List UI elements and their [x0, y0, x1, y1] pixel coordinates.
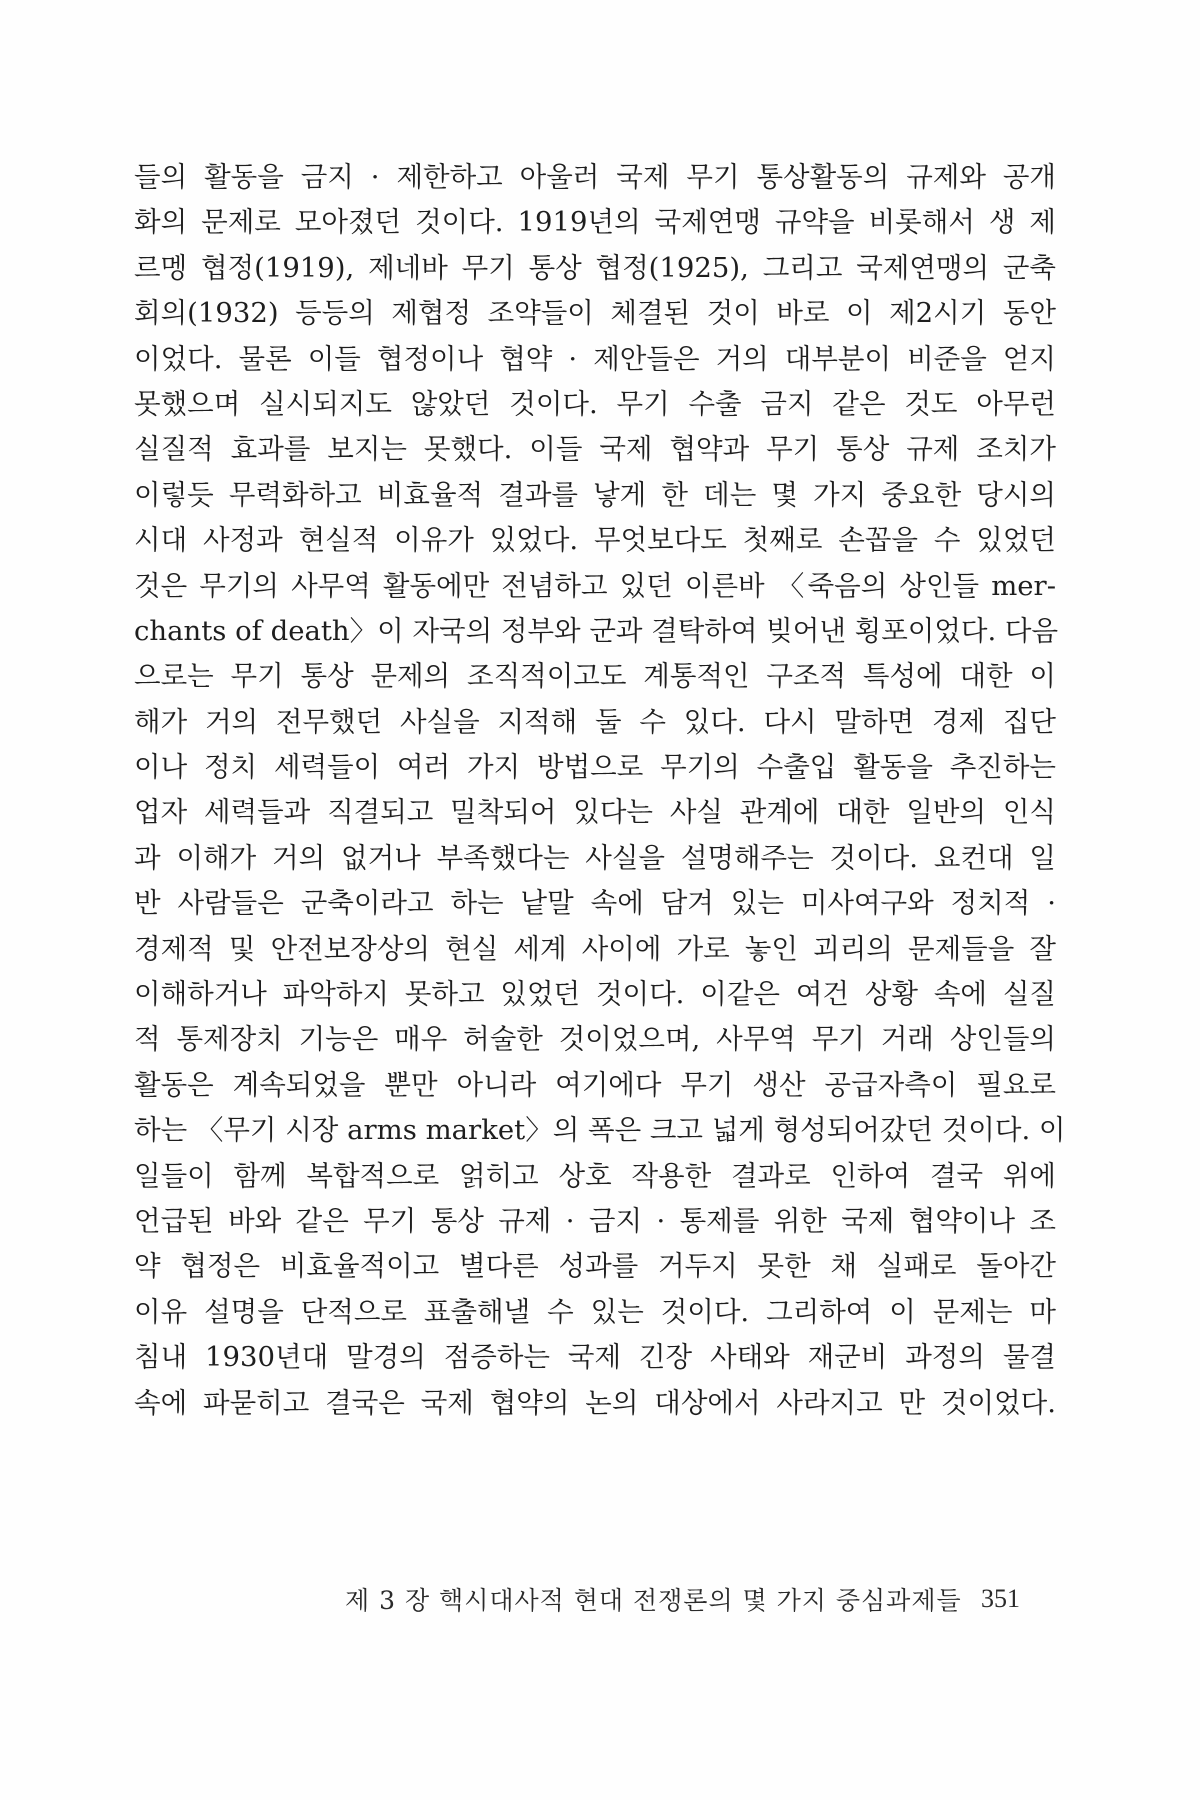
text-line: 이렇듯 무력화하고 비효율적 결과를 낳게 한 데는 몇 가지 중요한 당시의	[134, 478, 1056, 511]
text-line: 들의 활동을 금지 · 제한하고 아울러 국제 무기 통상활동의 규제와 공개	[134, 161, 1056, 193]
text-line: 이해하거나 파악하지 못하고 있었던 것이다. 이같은 여건 상황 속에 실질	[134, 978, 1056, 1011]
text-line: 반 사람들은 군축이라고 하는 낱말 속에 담겨 있는 미사여구와 정치적 ·	[134, 887, 1056, 920]
text-line: chants of death〉이 자국의 정부와 군과 결탁하여 빚어낸 횡포이었다. 다음	[134, 614, 1059, 647]
text-line: 못했으며 실시되지도 않았던 것이다. 무기 수출 금지 같은 것도 아무런	[134, 387, 1056, 420]
text-line: 이었다. 물론 이들 협정이나 협약 · 제안들은 거의 대부분이 비준을 얻지	[134, 342, 1056, 375]
text-line: 화의 문제로 모아졌던 것이다. 1919년의 국제연맹 규약을 비롯해서 생 제	[134, 206, 1056, 239]
text-line: 이나 정치 세력들이 여러 가지 방법으로 무기의 수출입 활동을 추진하는	[134, 751, 1056, 784]
page-footer	[345, 1579, 1020, 1619]
text-line: 으로는 무기 통상 문제의 조직적이고도 계통적인 구조적 특성에 대한 이	[134, 660, 1056, 693]
body-text	[134, 155, 1066, 1426]
text-line: 약 협정은 비효율적이고 별다른 성과를 거두지 못한 채 실패로 돌아간	[134, 1250, 1056, 1283]
text-line: 르멩 협정(1919), 제네바 무기 통상 협정(1925), 그리고 국제연맹의 군축	[134, 251, 1056, 284]
page-number: 351	[981, 1584, 1020, 1613]
text-line: 경제적 및 안전보장상의 현실 세계 사이에 가로 놓인 괴리의 문제들을 잘	[134, 932, 1056, 965]
text-line: 것은 무기의 사무역 활동에만 전념하고 있던 이른바 〈죽음의 상인들 mer-	[134, 569, 1056, 602]
text-line: 하는 〈무기 시장 arms market〉의 폭은 크고 넓게 형성되어갔던 것이다. 이	[134, 1114, 1066, 1147]
text-line: 일들이 함께 복합적으로 얽히고 상호 작용한 결과로 인하여 결국 위에	[134, 1159, 1056, 1192]
text-line: 회의(1932) 등등의 제협정 조약들이 체결된 것이 바로 이 제2시기 동안	[134, 297, 1056, 330]
text-line: 활동은 계속되었을 뿐만 아니라 여기에다 무기 생산 공급자측이 필요로	[134, 1068, 1056, 1101]
text-line: 실질적 효과를 보지는 못했다. 이들 국제 협약과 무기 통상 규제 조치가	[134, 433, 1056, 466]
text-line: 업자 세력들과 직결되고 밀착되어 있다는 사실 관계에 대한 일반의 인식	[134, 796, 1056, 829]
text-line: 속에 파묻히고 결국은 국제 협약의 논의 대상에서 사라지고 만 것이었다.	[134, 1386, 1056, 1419]
text-line: 과 이해가 거의 없거나 부족했다는 사실을 설명해주는 것이다. 요컨대 일	[134, 841, 1056, 874]
text-line: 이유 설명을 단적으로 표출해낼 수 있는 것이다. 그리하여 이 문제는 마	[134, 1295, 1056, 1328]
text-line: 해가 거의 전무했던 사실을 지적해 둘 수 있다. 다시 말하면 경제 집단	[134, 705, 1056, 738]
text-line: 시대 사정과 현실적 이유가 있었다. 무엇보다도 첫째로 손꼽을 수 있었던	[134, 524, 1056, 557]
text-line: 언급된 바와 같은 무기 통상 규제 · 금지 · 통제를 위한 국제 협약이나 조	[134, 1204, 1056, 1237]
running-head: 제 3 장 핵시대사적 현대 전쟁론의 몇 가지 중심과제들	[345, 1586, 962, 1615]
text-line: 침내 1930년대 말경의 점증하는 국제 긴장 사태와 재군비 과정의 물결	[134, 1341, 1056, 1374]
text-line: 적 통제장치 기능은 매우 허술한 것이었으며, 사무역 무기 거래 상인들의	[134, 1023, 1056, 1056]
